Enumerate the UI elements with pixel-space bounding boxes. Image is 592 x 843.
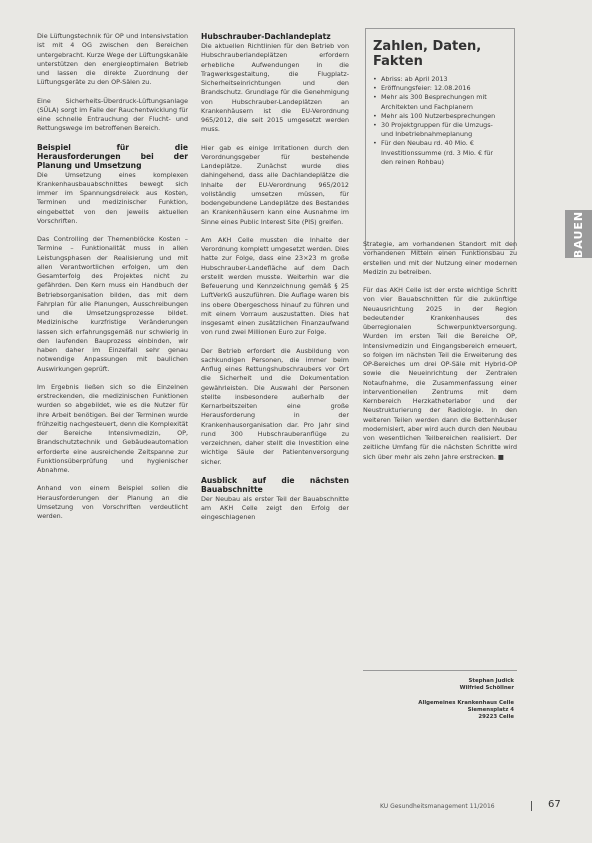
section-tab [565, 210, 592, 258]
paragraph: Die Lüftungstechnik für OP und Intensivstation ist mit 4 OG zwischen den Bereichen untergebracht. Kurze Wege der Lüftungskanäle unterstützen den energieoptimalen Betrieb und lassen die direkte Zuordnung der Lüftungsgeräte zu den OP-Sälen zu. [37, 32, 188, 87]
paragraph: Strategie, am vorhandenen Standort mit den vorhandenen Mitteln einen Funktionsbau zu erstellen und mit der Nutzung einer modernen Medizin zu betreiben. [363, 240, 517, 276]
author-names [460, 678, 514, 692]
paragraph: Eine Sicherheits-Überdruck-Lüftungsanlage (SÜLA) sorgt im Falle der Rauchentwicklung für eine schnelle Entrauchung der Flucht- und Rettungswege im betroffenen Bereich. [37, 96, 188, 133]
text-column-1 [37, 32, 188, 530]
paragraph: Für das AKH Celle ist der erste wichtige Schritt von vier Bauabschnitten für die zukünftige Neuausrichtung 2025 in der Region bedeutender Krankenhauses des überregionalen Schwerpunktversorgung. Wurden im ersten Teil die Bereiche OP, Intensivmedizin und Eingangsbereich erneuert, so folgen im nächsten Teil die Erweiterung des OP-Bereiches um drei OP-Säle mit Hybrid-OP sowie die Neueinrichtung der Zentralen Notaufnahme, die Zusammenfassung einer interventionellen Zentrums mit dem Kernbereich Herzkatheterlabor und der Neustrukturierung der Radiologie. In den weiteren Teilen werden dann die Bettenhäuser modernisiert, aber wird auch durch den Neubau von wesentlichen Teilbereichen realisiert. Der zeitliche Umfang für die nächsten Schritte wird sich über mehr als zehn Jahre erstrecken. ■ [363, 286, 517, 461]
author-name: Stephan Judick [468, 678, 514, 684]
section-heading: Ausblick auf die nächsten Bauabschnitte [201, 475, 349, 494]
text-column-2 [201, 32, 349, 532]
text-column-3 [363, 240, 517, 471]
facts-list-item: • Mehr als 300 Besprechungen mit Architekten und Fachplanern [373, 93, 507, 111]
footer-divider [531, 801, 532, 811]
journal-name: KU Gesundheitsmanagement 11/2016 [380, 803, 495, 810]
facts-list-item: • Abriss: ab April 2013 [373, 75, 507, 84]
section-tab-label: BAUEN [572, 210, 585, 258]
address-line: 29223 Celle [478, 714, 514, 720]
paragraph: Der Betrieb erfordert die Ausbildung von sachkundigen Personen, die immer beim Anflug eines Rettungshubschraubers vor Ort die Sicherheit und die Dokumentation gewährleisten. Die Auswahl der Personen stellte insbesondere außerhalb der Kernarbeitszeiten eine große Herausforderung in der Krankenhausorganisation dar. Pro Jahr sind rund 300 Hubschrauberanflüge zu verzeichnen, daher stellt die Investition eine wichtige Säule der Patientenversorgung sicher. [201, 346, 349, 466]
facts-list-item: • Mehr als 100 Nutzerbesprechungen [373, 112, 507, 121]
author-address [418, 700, 514, 721]
facts-list-item: • Für den Neubau rd. 40 Mio. € Investitionssumme (rd. 3 Mio. € für den reinen Rohbau) [373, 139, 507, 167]
facts-list-item: • 30 Projektgruppen für die Umzugs- und Inbetriebnahmeplanung [373, 121, 507, 139]
section-heading: Beispiel für die Herausforderungen bei der Planung und Umsetzung [37, 142, 188, 170]
paragraph: Am AKH Celle mussten die Inhalte der Verordnung komplett umgesetzt werden. Dies hatte zur Folge, dass eine 23×23 m große Hubschrauber-Landefläche auf dem Dach erstellt werden musste. Weiterhin war die Befeuerung und Kennzeichnung gemäß § 25 LuftVerkG auszuführen. Die Auflage waren bis ins obere Obergeschoss hinauf zu führen und mit einem Vorraum auszustatten. Dies hat insgesamt einen zusätzlichen Finanzaufwand von rund zwei Millionen Euro zur Folge. [201, 235, 349, 337]
address-line: Allgemeines Krankenhaus Celle [418, 700, 514, 706]
paragraph: Die aktuellen Richtlinien für den Betrieb von Hubschrauberlandeplätzen erfordern erhebliche Aufwendungen in die Tragwerksgestaltung, die Flugplatz-Sicherheitseinrichtungen und den Brandschutz. Grundlage für die Genehmigung von Hubschrauber-Landeplätzen an Krankenhäusern ist die EU-Verordnung 965/2012, die seit 2015 umgesetzt werden muss. [201, 42, 349, 134]
paragraph: Der Neubau als erster Teil der Bauabschnitte am AKH Celle zeigt den Erfolg der eingeschlagenen [201, 494, 349, 522]
facts-list [373, 75, 507, 167]
address-line: Siemensplatz 4 [467, 707, 514, 713]
section-heading: Hubschrauber-Dachlandeplatz [201, 32, 331, 41]
facts-box-title: Zahlen, Daten, Fakten [373, 39, 482, 69]
divider [363, 670, 517, 671]
paragraph: Anhand von einem Beispiel sollen die Herausforderungen der Planung an die Umsetzung von Vorschriften verdeutlicht werden. [37, 484, 188, 520]
facts-list-item: • Eröffnungsfeier: 12.08.2016 [373, 84, 507, 93]
paragraph: Hier gab es einige Irritationen durch den Verordnungsgeber für bestehende Landeplätze. Zunächst wurde dies dahingehend, dass alle Dachlandeplätze die Inhalte der EU-Verordnung 965/2012 vollständig umsetzen müssen, für bodengebundene Landeplätze des Bestandes an Krankenhäusern kann eine Ausnahme im Sinne eines Public Interest Site (PIS) greifen. [201, 143, 349, 226]
paragraph: Das Controlling der Themenblöcke Kosten – Termine – Funktionalität muss in allen Leistungsphasen der Realisierung und mit allen Verantwortlichen erfolgen, um den Gesamterfolg des Projektes nicht zu gefährden. Den Kern muss ein Handbuch der Betriebsorganisation bilden, das mit dem Fahrplan für alle Planungen, Ausschreibungen und die Umsetzungsprozesse bildet. Medizinische kurzfristige Veränderungen lassen sich erfahrungsgemäß nur schwierig in den laufenden Bauprozess einbinden, wir haben daher im Einzelfall sehr genau notwendige Anpassungen mit baulichen Auswirkungen geprüft. [37, 235, 188, 373]
paragraph: Im Ergebnis ließen sich so die Einzelnen erstreckenden, die medizinischen Funktionen wurden so abgebildet, wie es die Nutzer für ihre Arbeit benötigen. Bei der Terminen wurde frühzeitig nachgesteuert, denn die Komplexität der Bereiche Intensivmedizin, OP, Brandschutztechnik und Gebäudeautomation erforderte eine ausreichende Zeitspanne zur Funktionsüberprüfung und hygienischer Abnahme. [37, 382, 188, 474]
page-number: 67 [548, 799, 561, 810]
paragraph: Die Umsetzung eines komplexen Krankenhausbauabschnittes bewegt sich immer im Spannungsdreieck aus Kosten, Terminen und medizinischer Funktion, eingebettet von den jeweils aktuellen Vorschriften. [37, 170, 188, 225]
author-name: Wilfried Schöllner [459, 685, 514, 691]
facts-box [365, 28, 515, 250]
